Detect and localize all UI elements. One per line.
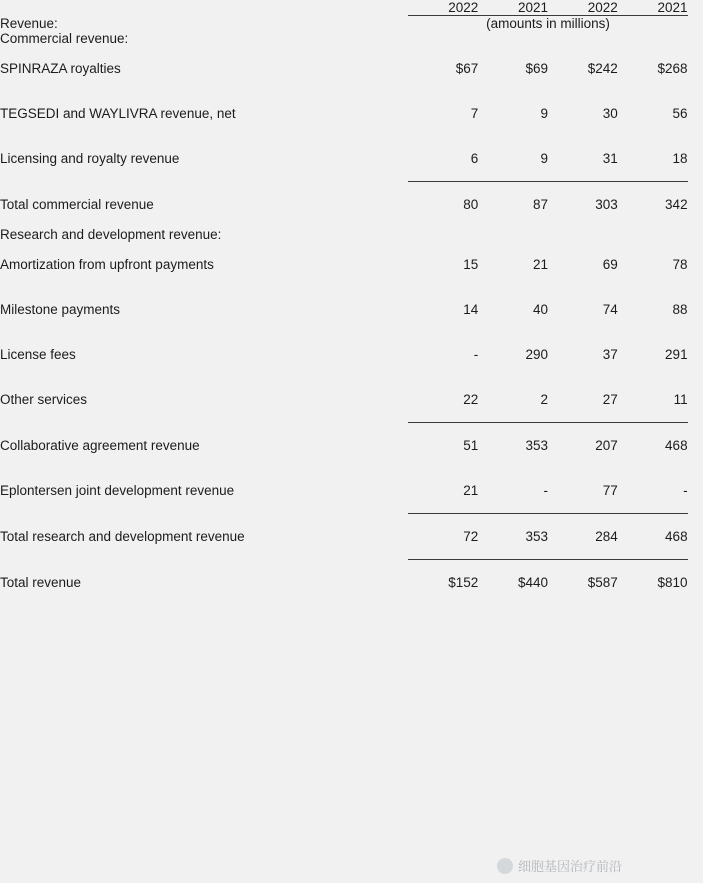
total-row-commercial-revenue bbox=[0, 182, 703, 227]
row-label-eplontersen-joint-development-revenue: Eplontersen joint development revenue bbox=[0, 483, 235, 498]
cell-value: 2 bbox=[540, 392, 549, 407]
cell-value: 342 bbox=[665, 197, 688, 212]
cell-value: $440 bbox=[517, 575, 549, 590]
row-rnd-revenue-heading bbox=[0, 227, 703, 242]
row-label-licensing-royalty-revenue: Licensing and royalty revenue bbox=[0, 151, 180, 166]
cell-value: 303 bbox=[595, 197, 618, 212]
cell-value: $67 bbox=[455, 61, 479, 76]
cell-value: 21 bbox=[463, 483, 479, 498]
cell-value: 72 bbox=[463, 529, 479, 544]
column-header-year-3: 2022 bbox=[587, 0, 618, 15]
watermark-logo-icon bbox=[497, 858, 513, 874]
column-header-year-1: 2022 bbox=[448, 0, 479, 15]
cell-value: - bbox=[683, 483, 688, 498]
table-row bbox=[0, 136, 703, 181]
column-header-year-2: 2021 bbox=[517, 0, 549, 15]
table-row bbox=[0, 91, 703, 136]
cell-value: 468 bbox=[665, 529, 688, 544]
row-label-milestone-payments: Milestone payments bbox=[0, 302, 121, 317]
row-label-license-fees: License fees bbox=[0, 347, 76, 362]
cell-value: 56 bbox=[672, 106, 688, 121]
section-title-revenue: Revenue: bbox=[0, 16, 58, 31]
row-revenue-heading bbox=[0, 16, 703, 31]
cell-value: 77 bbox=[602, 483, 618, 498]
row-label-total-research-development-revenue: Total research and development revenue bbox=[0, 529, 245, 544]
row-label-tegsedi-waylivra: TEGSEDI and WAYLIVRA revenue, net bbox=[0, 106, 236, 121]
table-row bbox=[0, 377, 703, 422]
cell-value: 9 bbox=[540, 151, 549, 166]
cell-value: 40 bbox=[532, 302, 549, 317]
cell-value: 74 bbox=[602, 302, 618, 317]
cell-value: 290 bbox=[525, 347, 549, 362]
cell-value: 87 bbox=[532, 197, 549, 212]
subtotal-row-collaborative-agreement-revenue bbox=[0, 423, 703, 468]
cell-value: 22 bbox=[463, 392, 479, 407]
row-label-amortization-upfront-payments: Amortization from upfront payments bbox=[0, 257, 214, 272]
cell-value: 7 bbox=[470, 106, 479, 121]
cell-value: - bbox=[543, 483, 549, 498]
cell-value: 9 bbox=[540, 106, 549, 121]
cell-value: $810 bbox=[657, 575, 688, 590]
cell-value: $69 bbox=[525, 61, 549, 76]
cell-value: 468 bbox=[665, 438, 688, 453]
table-row bbox=[0, 46, 703, 91]
table-header-row bbox=[0, 0, 703, 15]
section-title-research-development-revenue: Research and development revenue: bbox=[0, 227, 222, 242]
watermark bbox=[497, 856, 622, 875]
row-commercial-revenue-heading bbox=[0, 31, 703, 46]
cell-value: 37 bbox=[602, 347, 618, 362]
cell-value: 88 bbox=[672, 302, 688, 317]
table-row bbox=[0, 242, 703, 287]
cell-value: 27 bbox=[602, 392, 618, 407]
units-note: (amounts in millions) bbox=[486, 16, 610, 31]
cell-value: 21 bbox=[532, 257, 549, 272]
cell-value: 284 bbox=[595, 529, 618, 544]
watermark-text: 细胞基因治疗前沿 bbox=[518, 860, 623, 875]
cell-value: 291 bbox=[665, 347, 688, 362]
cell-value: 6 bbox=[470, 151, 479, 166]
table-row bbox=[0, 468, 703, 513]
cell-value: $268 bbox=[657, 61, 688, 76]
column-header-year-4: 2021 bbox=[657, 0, 688, 15]
cell-value: $152 bbox=[448, 575, 479, 590]
row-label-total-revenue: Total revenue bbox=[0, 575, 82, 590]
row-label-collaborative-agreement-revenue: Collaborative agreement revenue bbox=[0, 438, 200, 453]
row-label-spinraza-royalties: SPINRAZA royalties bbox=[0, 61, 121, 76]
table-row bbox=[0, 332, 703, 377]
section-title-commercial-revenue: Commercial revenue: bbox=[0, 31, 129, 46]
cell-value: 18 bbox=[672, 151, 688, 166]
cell-value: 51 bbox=[463, 438, 479, 453]
row-label-other-services: Other services bbox=[0, 392, 88, 407]
cell-value: 353 bbox=[525, 438, 549, 453]
cell-value: 30 bbox=[602, 106, 618, 121]
cell-value: 69 bbox=[602, 257, 618, 272]
cell-value: 14 bbox=[463, 302, 479, 317]
total-row-research-development-revenue bbox=[0, 514, 703, 559]
cell-value: 15 bbox=[463, 257, 479, 272]
cell-value: 31 bbox=[602, 151, 618, 166]
cell-value: $587 bbox=[587, 575, 618, 590]
cell-value: 78 bbox=[672, 257, 688, 272]
row-label-total-commercial-revenue: Total commercial revenue bbox=[0, 197, 154, 212]
cell-value: 11 bbox=[673, 392, 688, 407]
cell-value: - bbox=[473, 347, 479, 362]
header-spacer bbox=[0, 0, 408, 15]
cell-value: $242 bbox=[587, 61, 618, 76]
cell-value: 80 bbox=[463, 197, 479, 212]
table-row bbox=[0, 287, 703, 332]
cell-value: 207 bbox=[595, 438, 618, 453]
grand-total-row-total-revenue bbox=[0, 560, 703, 605]
cell-value: 353 bbox=[525, 529, 549, 544]
